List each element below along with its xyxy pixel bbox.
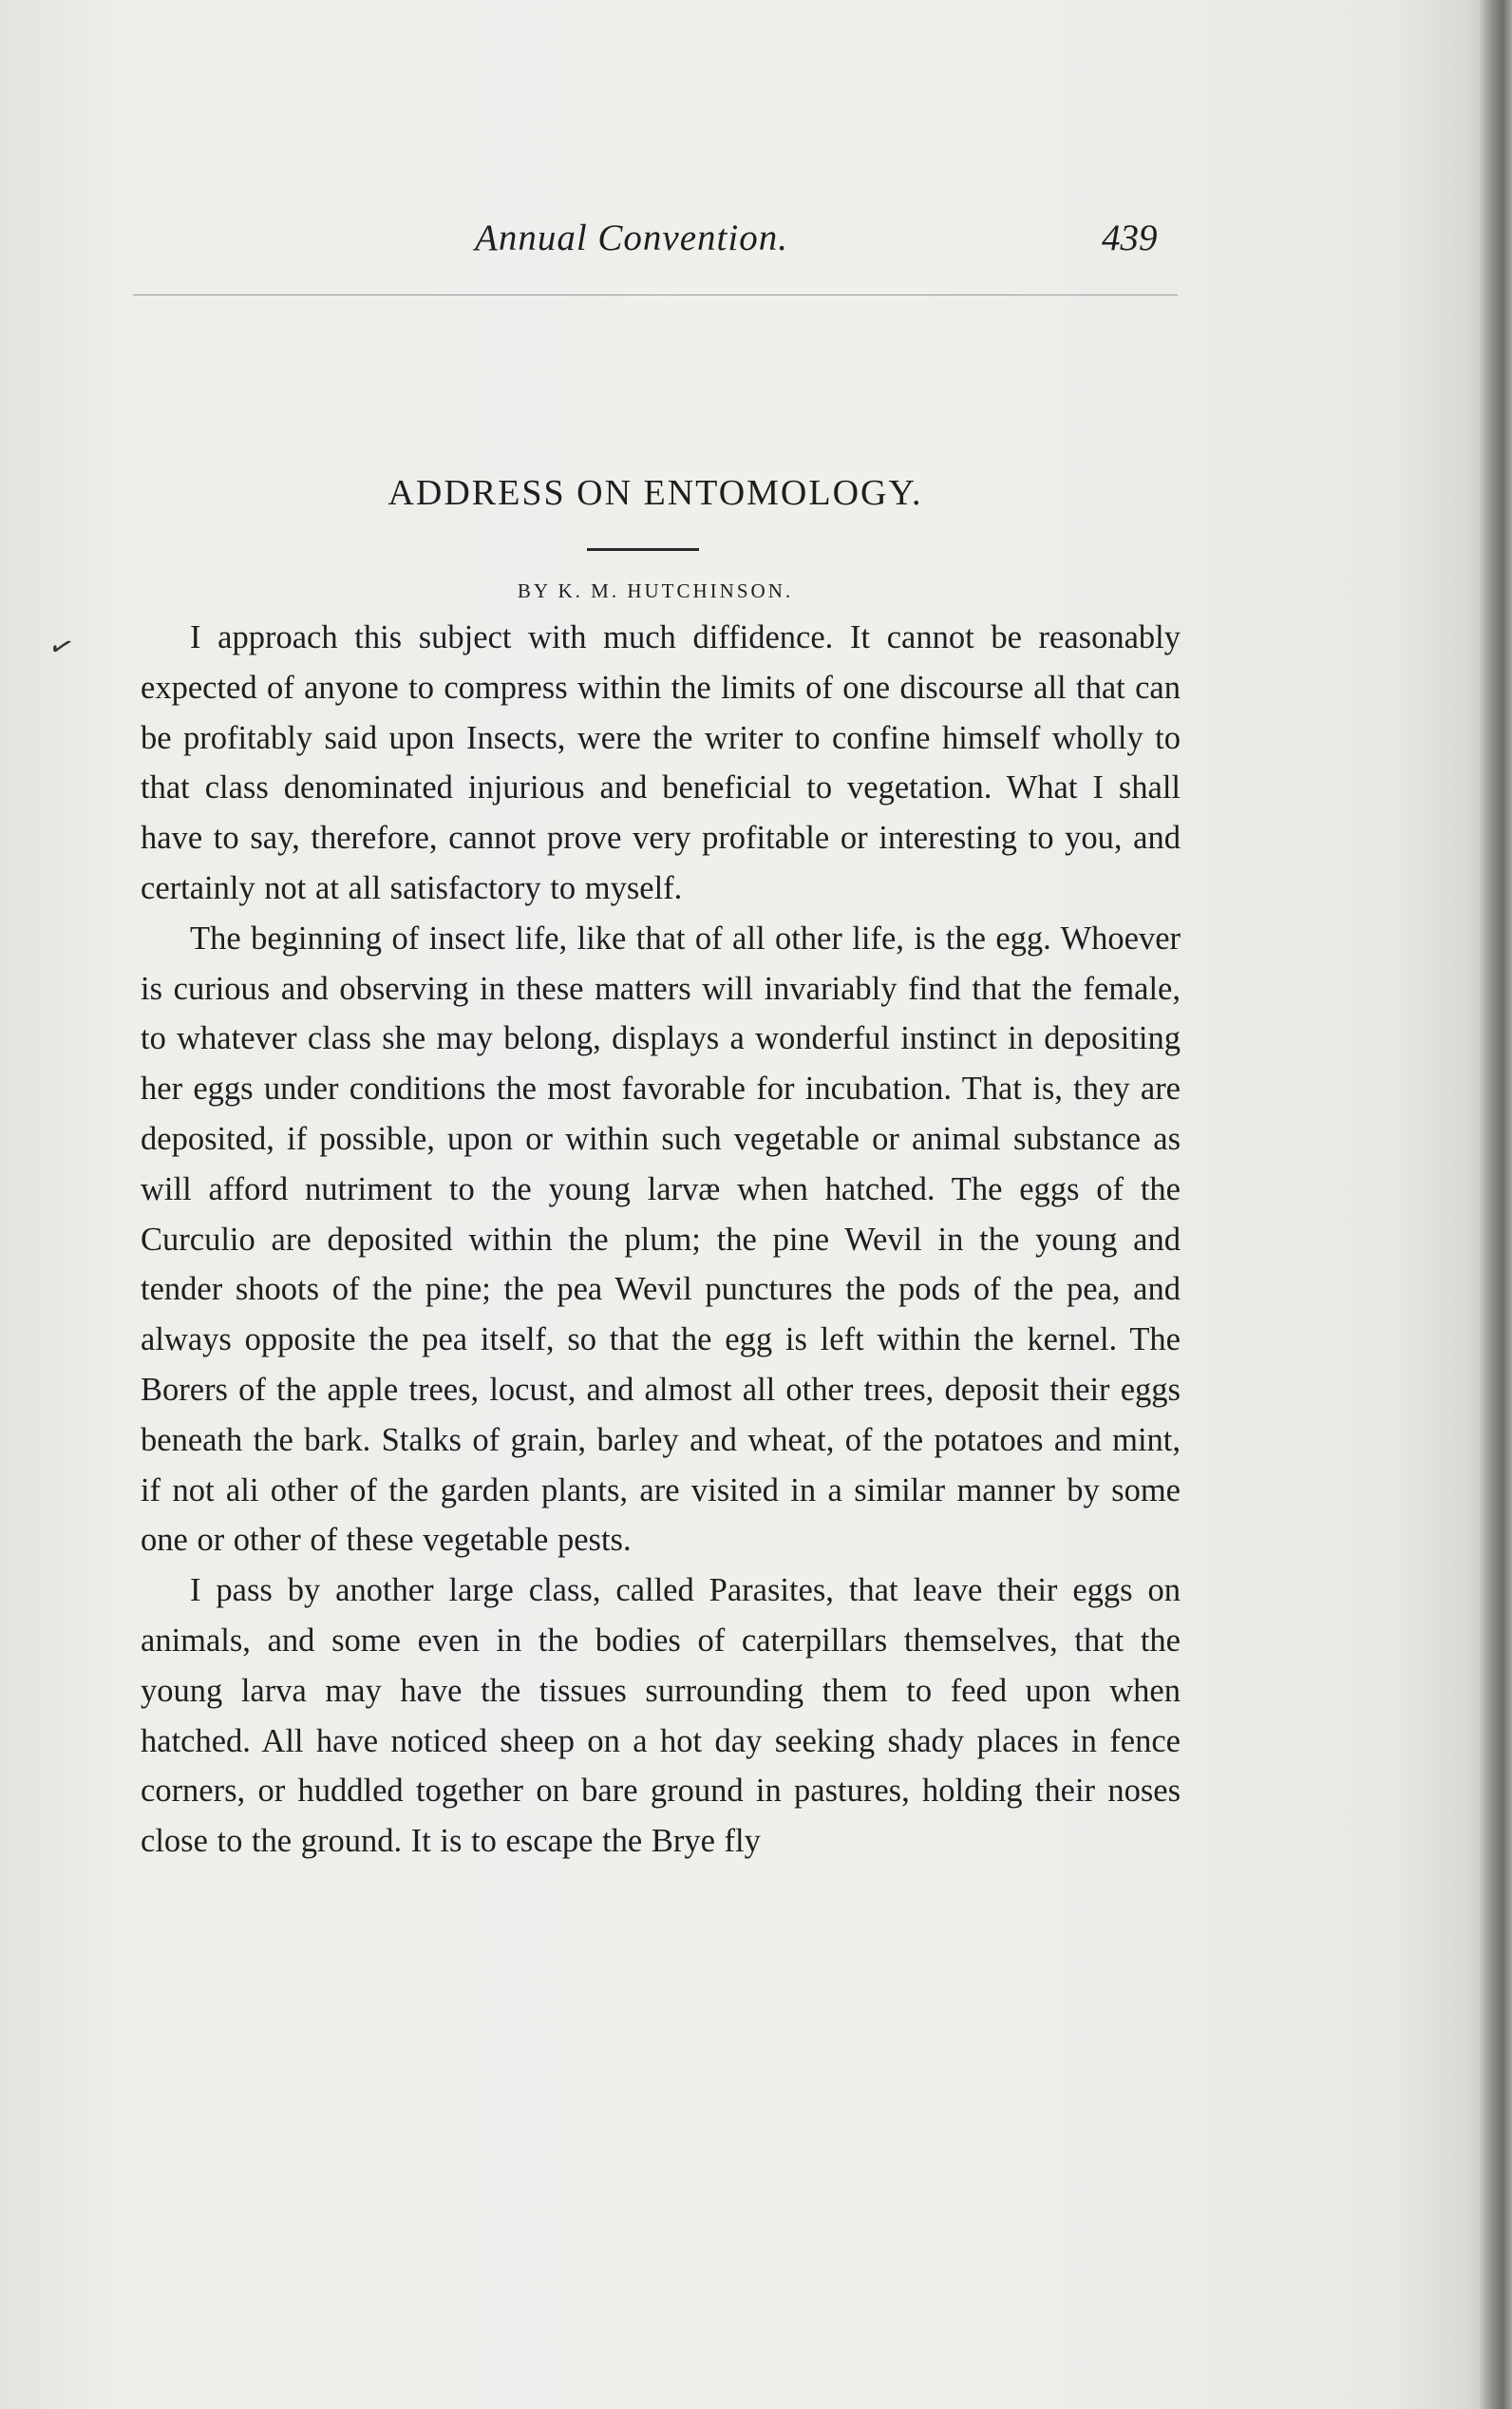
paragraph-3: I pass by another large class, called Parasites, that leave their eggs on animals, and some even in the bodies of caterpillars themselves, that the young larva may have the tissues surrounding them to feed upon when hatched. All have noticed sheep on a hot day seeking shady places in fence corners, or huddled together on bare ground in pastures, holding their noses close to the ground. It is to escape the Brye fly [141, 1572, 1181, 1860]
margin-check-mark: ✓ [45, 628, 79, 667]
title-rule [587, 548, 699, 551]
article-byline: BY K. M. HUTCHINSON. [517, 579, 794, 602]
page-number: 439 [1102, 218, 1158, 258]
article-title: ADDRESS ON ENTOMOLOGY. [387, 473, 923, 513]
running-title: Annual Convention. [475, 218, 788, 258]
paragraph-2: The beginning of insect life, like that of all other life, is the egg. Whoever is curious and observing in these matters will invariably find that the female, to whatever class she may belong, displays a wonderful instinct in depositing her eggs under conditions the most favorable for incubation. That is, they are deposited, if possible, upon or within such vegetable or animal substance as will afford nutriment to the young larvæ when hatched. The eggs of the Curculio are deposited within the plum; the pine Wevil in the young and tender shoots of the pine; the pea Wevil punctures the pods of the pea, and always opposite the pea itself, so that the egg is left within the kernel. The Borers of the apple trees, locust, and almost all other trees, deposit their eggs beneath the bark. Stalks of grain, barley and wheat, of the potatoes and mint, if not ali other of the garden plants, are visited in a similar manner by some one or other of these vegetable pests. [141, 920, 1181, 1559]
page-edge-shadow [1480, 0, 1512, 2409]
running-head-rule [133, 294, 1178, 295]
paragraph-1: I approach this subject with much diffidence. It cannot be reasonably expected of anyone to compress within the limits of one discourse all that can be profitably said upon Insects, were the writer to confine himself wholly to that class denominated injurious and beneficial to vegetation. What I shall have to say, therefore, cannot prove very profitable or interesting to you, and certainly not at all satisfactory to myself. [141, 619, 1181, 906]
running-head [133, 217, 1178, 274]
article-body [141, 613, 1181, 1867]
